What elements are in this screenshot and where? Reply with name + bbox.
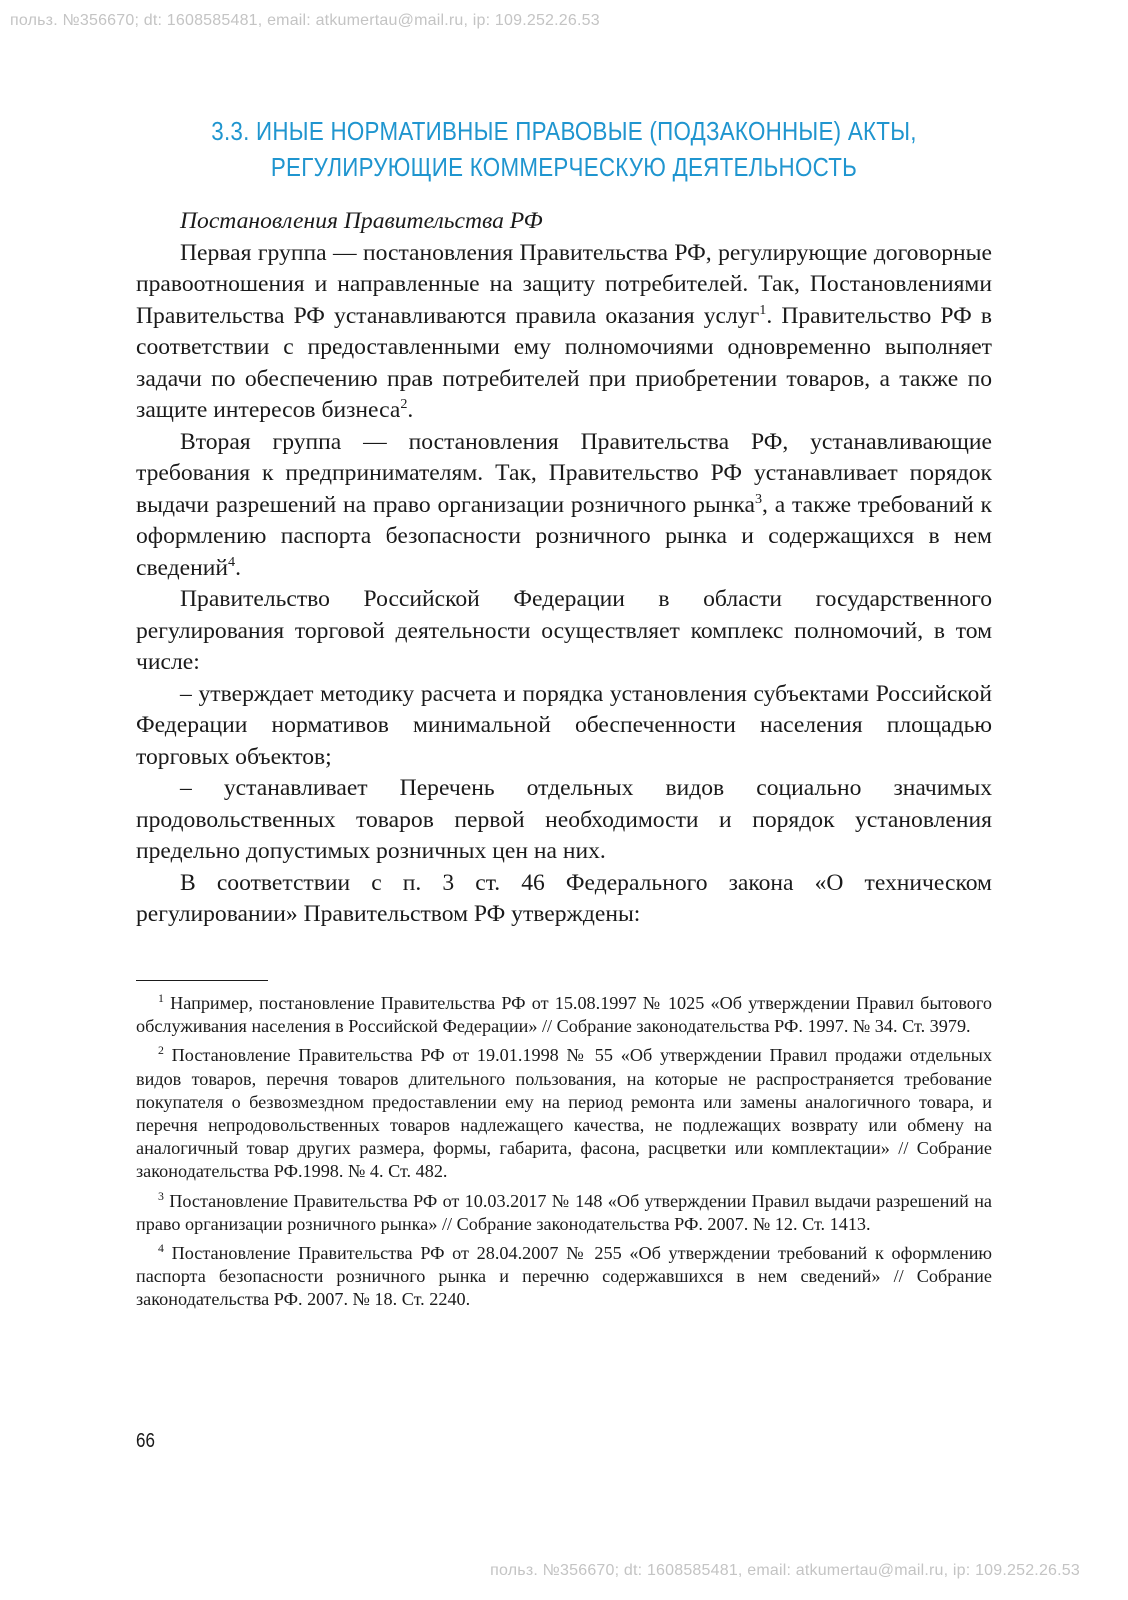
paragraph-1: [136, 238, 992, 427]
footnote-2-text: Постановление Правительства РФ от 19.01.1998 № 55 «Об утверждении Правил продажи отдельных видов товаров, перечня товаров длительного пользования, на которые не распространяется требование покупателя о безвозмездном предоставлении ему на период ремонта или замены аналогичного товара, и перечня непродовольственных товаров надлежащего качества, не подлежащих возврату или обмену на аналогичный товар других размера, формы, габарита, фасона, расцветки или комплектации» // Собрание законодательства РФ.1998. № 4. Ст. 482.: [136, 1045, 992, 1182]
section-heading-line-2: РЕГУЛИРУЮЩИЕ КОММЕРЧЕСКУЮ ДЕЯТЕЛЬНОСТЬ: [270, 152, 858, 182]
footnote-1-number: 1: [158, 990, 164, 1005]
paragraph-6: В соответствии с п. 3 ст. 46 Федерального закона «О техническом регулировании» Правительством РФ утверждены:: [136, 869, 992, 927]
paragraph-2-part-c: .: [235, 554, 241, 581]
page-number: 66: [136, 1430, 155, 1452]
footnote-ref-2: 2: [400, 396, 408, 413]
footnote-ref-3: 3: [754, 490, 763, 507]
footnote-4-text: Постановление Правительства РФ от 28.04.2007 № 255 «Об утверждении требований к оформлению паспорта безопасности розничного рынка и перечню содержавшихся в нем сведений» // Собрание законодательства РФ. 2007. № 18. Ст. 2240.: [136, 1243, 993, 1310]
paragraph-2-part-a: Вторая группа — постановления Правительства РФ, устанавливающие требования к предпринимателям. Так, Правительство РФ устанавливает порядок выдачи разрешений на право организации розничного рынка: [136, 428, 992, 518]
footnote-4: [136, 1242, 992, 1312]
watermark-top: польз. №356670; dt: 1608585481, email: atkumertau@mail.ru, ip: 109.252.26.53: [10, 12, 600, 29]
list-item-1: – утверждает методику расчета и порядка установления субъектами Российской Федерации нормативов минимальной обеспеченности населения площадью торговых объектов;: [136, 680, 992, 770]
footnote-ref-4: 4: [228, 553, 236, 570]
section-heading-line-1: 3.3. ИНЫЕ НОРМАТИВНЫЕ ПРАВОВЫЕ (ПОДЗАКОННЫЕ) АКТЫ,: [211, 116, 917, 146]
body-text: [136, 206, 992, 931]
footnote-1-text: Например, постановление Правительства РФ от 15.08.1997 № 1025 «Об утверждении Правил бытового обслуживания населения в Российской Федерации» // Собрание законодательства РФ. 1997. № 34. Ст. 3979.: [136, 993, 992, 1037]
footnote-1: [136, 992, 992, 1038]
watermark-bottom: польз. №356670; dt: 1608585481, email: atkumertau@mail.ru, ip: 109.252.26.53: [490, 1562, 1080, 1579]
footnote-ref-1: 1: [759, 301, 767, 318]
footnotes: [136, 992, 992, 1318]
footnote-3-text: Постановление Правительства РФ от 10.03.2017 № 148 «Об утверждении Правил выдачи разрешений на право организации розничного рынка» // Собрание законодательства РФ. 2007. № 12. Ст. 1413.: [136, 1190, 993, 1234]
paragraph-1-part-c: .: [407, 397, 414, 423]
section-heading: [199, 113, 928, 185]
paragraph-1-part-b: . Правительство РФ в соответствии с предоставленными ему полномочиями одновременно выполняет задачи по обеспечению прав потребителей при приобретении товаров, а также по защите интересов бизнеса: [136, 302, 993, 423]
footnote-separator: [136, 980, 268, 981]
subheading: Постановления Правительства РФ: [180, 208, 543, 234]
footnote-3-number: 3: [158, 1188, 164, 1203]
list-item-2: – устанавливает Перечень отдельных видов социально значимых продовольственных товаров первой необходимости и порядок установления предельно допустимых розничных цен на них.: [136, 775, 992, 864]
footnote-3: [136, 1190, 992, 1236]
paragraph-3: Правительство Российской Федерации в области государственного регулирования торговой деятельности осуществляет комплекс полномочий, в том числе:: [136, 586, 992, 675]
paragraph-2-part-b: , а также требований к оформлению паспорта безопасности розничного рынка и содержащихся в нем сведений: [136, 491, 992, 581]
paragraph-2: [136, 427, 992, 585]
footnote-4-number: 4: [158, 1240, 164, 1255]
footnote-2: [136, 1044, 992, 1183]
paragraph-1-part-a: Первая группа — постановления Правительства РФ, регулирующие договорные правоотношения и направленные на защиту потребителей. Так, Постановлениями Правительства РФ устанавливаются правила оказания услуг: [136, 239, 992, 329]
footnote-2-number: 2: [158, 1043, 164, 1058]
